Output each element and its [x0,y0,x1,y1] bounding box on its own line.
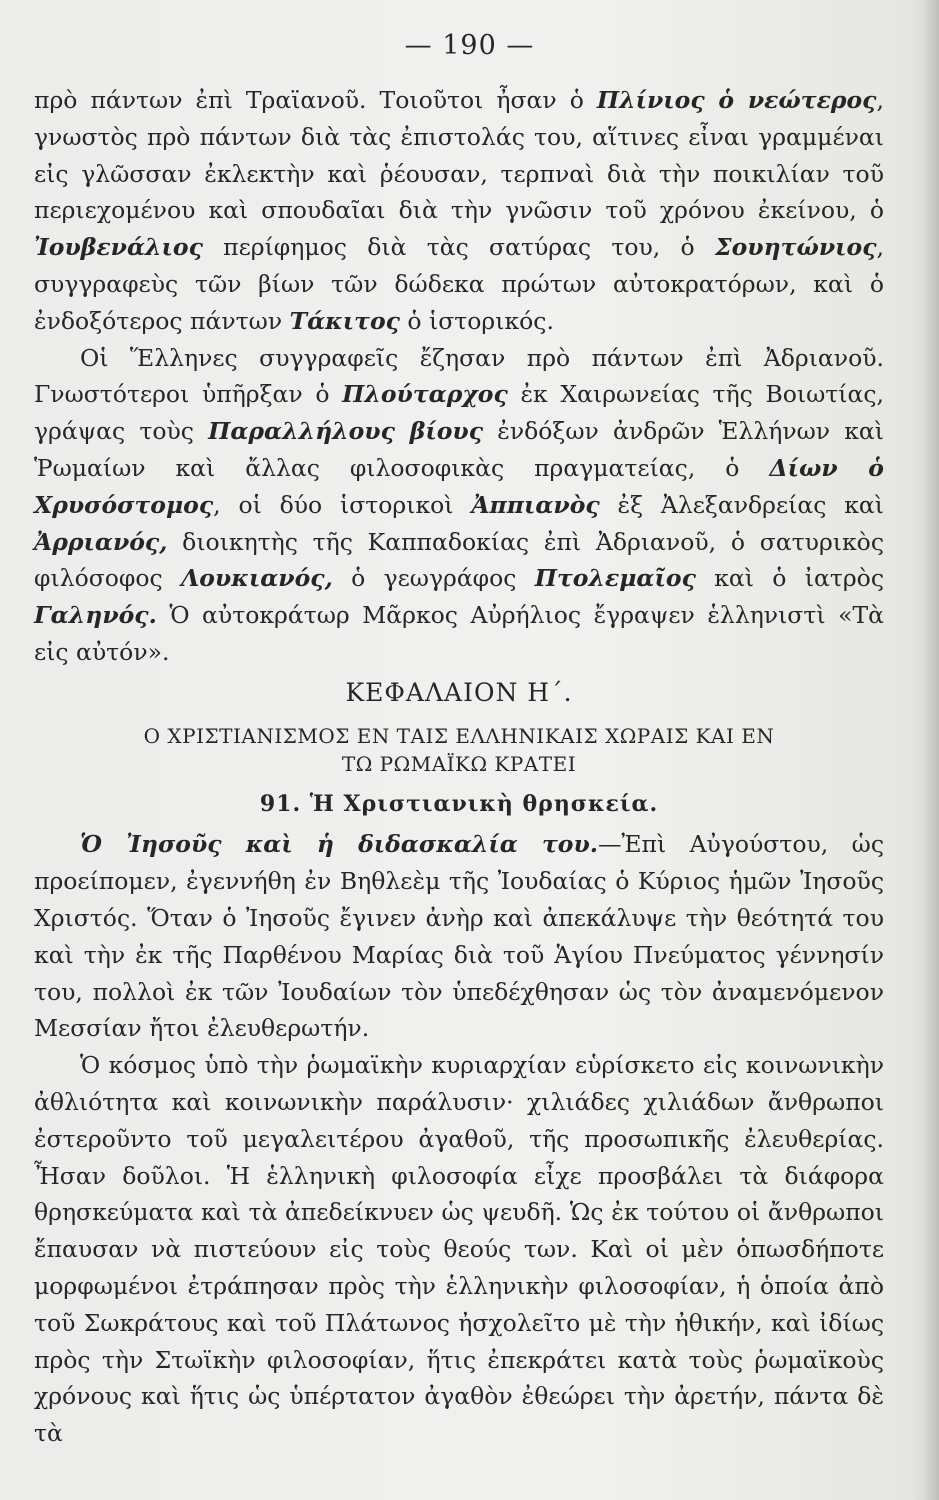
text-run: Ὁ αὐτοκράτωρ Μᾶρκος Αὐρήλιος ἔγραψεν ἑλληνιστὶ «Τὰ εἰς αὐτόν». [34,601,884,666]
paragraph-jesus [34,826,884,1047]
paragraph-lead-title: Ὁ Ἰησοῦς καὶ ἡ διδασκαλία του. [80,830,598,859]
bold-name: Λουκιανός, [181,564,333,593]
text-run: , συγγραφεὺς τῶν βίων τῶν δώδεκα πρώτων αὐτοκρατόρων, καὶ ὁ ἐνδοξότερος πάντων [34,233,884,335]
text-run: —Ἐπὶ Αὐγούστου, ὡς προείπομεν, ἐγεννήθη ἐν Βηθλεὲμ τῆς Ἰουδαίας ὁ Κύριος ἡμῶν Ἰησοῦς Χριστός. Ὅταν ὁ Ἰησοῦς ἔγινεν ἀνὴρ καὶ ἀπεκάλυψε τὴν θεότητά του καὶ τὴν ἐκ τῆς Παρθένου Μαρίας διὰ τοῦ Ἁγίου Πνεύματος γέννησίν του, πολλοὶ ἐκ τῶν Ἰουδαίων τὸν ὑπεδέχθησαν ὡς τὸν ἀναμενόμενον Μεσσίαν ἤτοι ἐλευθερωτήν. [34,830,884,1043]
paragraph-authors-latin [34,82,884,340]
bold-name: Σουητώνιος [714,233,877,262]
text-run: ἐξ Ἀλεξανδρείας καὶ [599,490,884,519]
bold-name: Πλίνιος ὁ νεώτερος [596,86,877,114]
bold-name: Ἰουβενάλιος [34,233,203,262]
text-run: διοικητὴς τῆς Καππαδοκίας ἐπὶ Ἀδριανοῦ, ὁ σατυρικὸς φιλόσοφος [34,527,884,593]
text-run: ὁ ἱστορικός. [399,306,554,335]
section-heading: 91. Ἡ Χριστιανικὴ θρησκεία. [259,790,659,817]
paragraph-authors-greek [34,340,884,671]
text-run: , οἱ δύο ἱστορικοὶ [213,490,472,519]
chapter-heading-line-2: ΤΩ ΡΩΜΑΪΚΩ ΚΡΑΤΕΙ [341,751,577,776]
bold-name: Γαληνός. [34,601,157,630]
bold-name: Τάκιτος [289,306,400,335]
text-run: Οἱ Ἕλληνες συγγραφεῖς ἔζησαν πρὸ πάντων ἐπὶ Ἀδριανοῦ. Γνωστότεροι ὑπῆρξαν ὁ [34,343,884,409]
text-run: ὁ γεωγράφος [332,564,535,593]
page-edge [925,0,939,1500]
paragraph-world [34,1047,884,1452]
page-body [34,82,884,1452]
bold-name: Πτολεμαῖος [534,564,696,593]
chapter-title: ΚΕΦΑΛΑΙΟΝ Η΄. [345,677,573,707]
text-run: ἐνδόξων ἀνδρῶν Ἑλλήνων καὶ Ῥωμαίων καὶ ἄλλας φιλοσοφικὰς πραγματείας, ὁ [34,417,884,482]
bold-name: Δίων ὁ Χρυσόστομος [34,453,884,519]
page-number: — 190 — [404,30,535,61]
text-run: πρὸ πάντων ἐπὶ Τραϊανοῦ. Τοιοῦτοι ἦσαν ὁ [34,86,597,114]
bold-name: Ἀρριανός, [34,527,168,556]
text-run: περίφημος διὰ τὰς σατύρας του, ὁ [202,233,715,262]
bold-name: Ἀππιανὸς [471,490,600,519]
text-run: , γνωστὸς πρὸ πάντων διὰ τὰς ἐπιστολάς του, αἵτινες εἶναι γραμμέναι εἰς γλῶσσαν ἐκλεκτὴν καὶ ῥέουσαν, τερπναὶ διὰ τὴν ποικιλίαν τοῦ περιεχομένου καὶ σπουδαῖαι διὰ τὴν γνῶσιν τοῦ χρόνου ἐκείνου, ὁ [34,86,884,225]
text-run: Ὁ κόσμος ὑπὸ τὴν ῥωμαϊκὴν κυριαρχίαν εὑρίσκετο εἰς κοινωνικὴν ἀθλιότητα καὶ κοινωνικὴν παράλυσιν· χιλιάδες χιλιάδων ἄνθρωποι ἐστεροῦντο τοῦ μεγαλειτέρου ἀγαθοῦ, τῆς προσωπικῆς ἐλευθερίας. Ἦσαν δοῦλοι. Ἡ ἑλληνικὴ φιλοσοφία εἶχε προσβάλει τὰ διάφορα θρησκεύματα καὶ τὰ ἀπεδείκνυεν ὡς ψευδῆ. Ὡς ἐκ τούτου οἱ ἄνθρωποι ἔπαυσαν νὰ πιστεύουν εἰς τοὺς θεούς των. Καὶ οἱ μὲν ὁπωσδήποτε μορφωμένοι ἐτράπησαν πρὸς τὴν ἑλληνικὴν φιλοσοφίαν, ἡ ὁποία ἀπὸ τοῦ Σωκράτους καὶ τοῦ Πλάτωνος ἠσχολεῖτο μὲ τὴν ἠθικήν, καὶ ἰδίως πρὸς τὴν Στωϊκὴν φιλοσοφίαν, ἥτις ἐπεκράτει κατὰ τοὺς ῥωμαϊκοὺς χρόνους καὶ ἥτις ὡς ὑπέρτατον ἀγαθὸν ἐθεώρει τὴν ἀρετήν, πάντα δὲ τὰ [34,1051,884,1448]
chapter-heading-line-1: Ο ΧΡΙΣΤΙΑΝΙΣΜΟΣ ΕΝ ΤΑΙΣ ΕΛΛΗΝΙΚΑΙΣ ΧΩΡΑΙΣ ΚΑΙ ΕΝ [143,723,775,748]
bold-name: Πλούταρχος [342,380,508,409]
text-run: ἐκ Χαιρωνείας τῆς Βοιωτίας, γράψας τοὺς [34,380,884,446]
text-run: καὶ ὁ ἰατρὸς [695,564,884,593]
bold-name: Παραλλήλους βίους [208,417,484,446]
